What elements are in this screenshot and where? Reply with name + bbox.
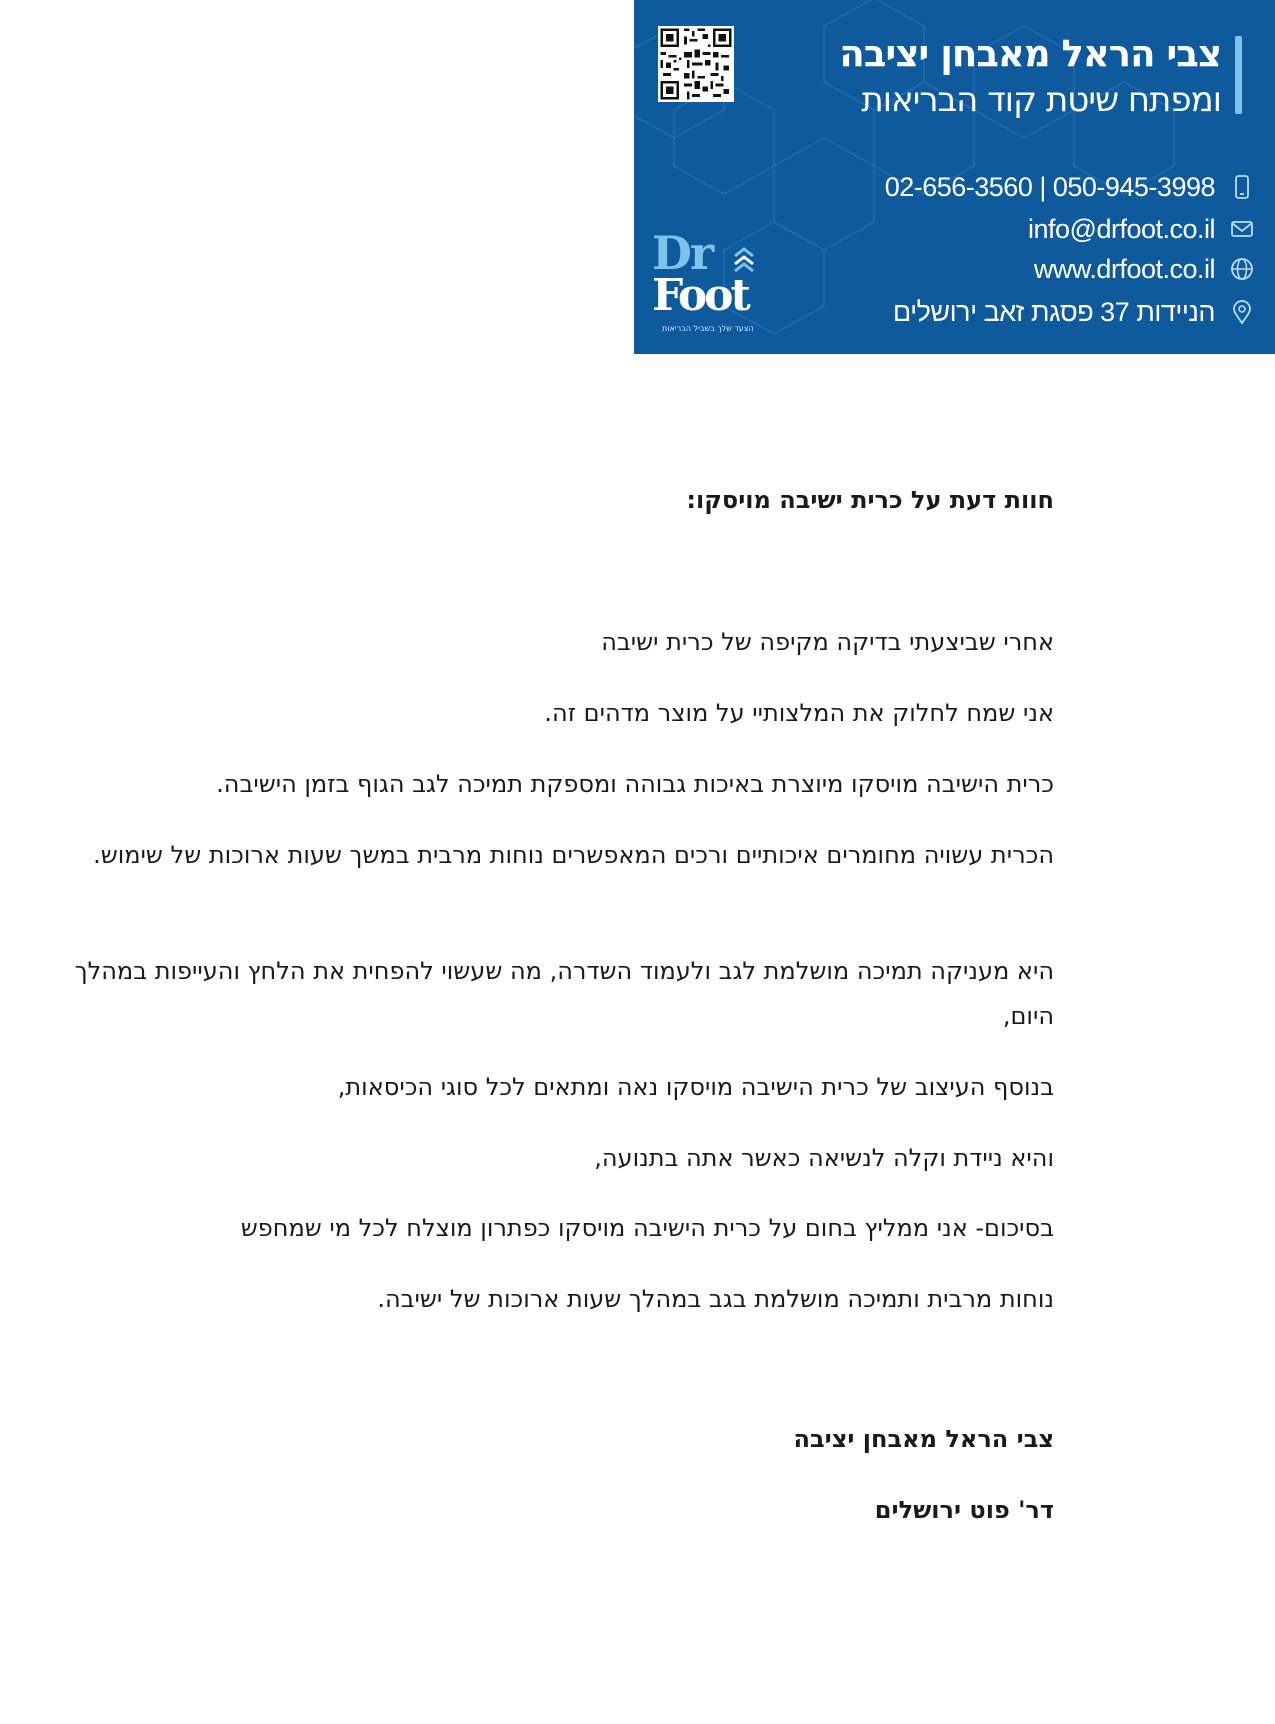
paragraph: הכרית עשויה מחומרים איכותיים ורכים המאפשרים נוחות מרבית במשך שעות ארוכות של שימוש. <box>93 841 1054 869</box>
paragraph: והיא ניידת וקלה לנשיאה כאשר אתה בתנועה, <box>594 1144 1054 1172</box>
contact-website-row[interactable] <box>1034 252 1255 286</box>
contact-email-row[interactable] <box>1028 212 1255 246</box>
drfoot-logo <box>652 226 762 338</box>
accent-bar <box>1235 36 1242 114</box>
contact-phone-row[interactable] <box>885 170 1255 204</box>
paragraph: היא מעניקה תמיכה מושלמת לגב ולעמוד השדרה, מה שעשוי להפחית את הלחץ והעייפות במהלך היום, <box>74 957 1054 1030</box>
paragraph: אני שמח לחלוק את המלצותיי על מוצר מדהים זה. <box>544 699 1054 727</box>
signature-organization: דר' פוט ירושלים <box>874 1496 1054 1524</box>
paragraph: נוחות מרבית ותמיכה מושלמת בגב במהלך שעות ארוכות של ישיבה. <box>377 1285 1054 1313</box>
globe-icon <box>1229 256 1255 282</box>
paragraph: בסיכום- אני ממליץ בחום על כרית הישיבה מויסקו כפתרון מוצלח לכל מי שמחפש <box>240 1214 1054 1242</box>
phone-icon <box>1229 174 1255 200</box>
phone-number[interactable]: 02-656-3560 | 050-945-3998 <box>884 171 1215 202</box>
paragraph: בנוסף העיצוב של כרית הישיבה מויסקו נאה ומתאים לכל סוגי הכיסאות, <box>337 1073 1054 1101</box>
envelope-icon <box>1229 216 1255 242</box>
business-card-header <box>634 0 1275 354</box>
card-tagline: ומפתח שיטת קוד הבריאות <box>861 80 1221 120</box>
logo-foot-text: Foot <box>652 270 748 321</box>
location-pin-icon <box>1229 299 1255 325</box>
street-address: הניידות 37 פסגת זאב ירושלים <box>892 296 1215 327</box>
website-link[interactable]: www.drfoot.co.il <box>1033 253 1215 284</box>
card-name: צבי הראל מאבחן יציבה <box>839 32 1221 75</box>
signature-name: צבי הראל מאבחן יציבה <box>793 1425 1054 1453</box>
logo-tagline: הצעד שלך בשביל הבריאות <box>662 324 754 333</box>
email-address[interactable]: info@drfoot.co.il <box>1028 213 1215 244</box>
qr-code[interactable] <box>658 26 734 102</box>
letter-title: חוות דעת על כרית ישיבה מויסקו: <box>686 486 1054 514</box>
logo-dr-text: Dr <box>652 226 713 280</box>
chevron-up-icon <box>732 246 756 272</box>
contact-address-row <box>893 295 1255 329</box>
paragraph: אחרי שביצעתי בדיקה מקיפה של כרית ישיבה <box>601 628 1054 656</box>
paragraph: כרית הישיבה מויסקו מיוצרת באיכות גבוהה ומספקת תמיכה לגב הגוף בזמן הישיבה. <box>216 770 1054 798</box>
